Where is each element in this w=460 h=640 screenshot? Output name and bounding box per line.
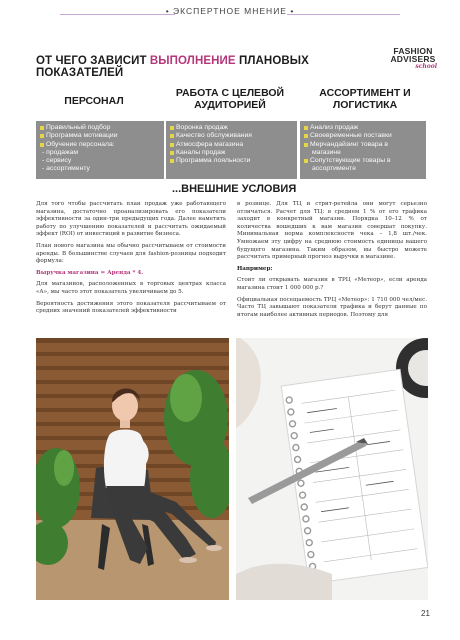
paragraph: Стоит ли открывать магазин в ТРЦ «Метеор», если аренда магазина стоит 1 000 000 р.? <box>237 277 427 291</box>
list-item <box>40 165 160 173</box>
list-item <box>304 141 422 149</box>
list-item-text: Обучение персонала: <box>46 140 115 148</box>
column-title-assortment: АССОРТИМЕНТ И ЛОГИСТИКА <box>319 87 411 111</box>
logo-line-1: FASHION <box>393 46 433 56</box>
example-title: Например: <box>237 265 273 272</box>
list-item <box>304 165 422 173</box>
bullet-icon <box>170 134 174 138</box>
list-item-text: Своевременные поставки <box>310 132 392 140</box>
list-item <box>40 141 160 149</box>
list-item <box>304 124 422 132</box>
bullet-icon <box>170 126 174 130</box>
headline-part-2: ПЛАНОВЫХ ПОКАЗАТЕЛЕЙ <box>36 55 309 79</box>
article-column-left <box>36 201 226 320</box>
list-item <box>170 157 293 165</box>
bullet-icon <box>170 151 174 155</box>
list-item-text: Сопутствующие товары в <box>310 157 391 165</box>
audience-list <box>166 121 297 179</box>
section-label: • ЭКСПЕРТНОЕ МНЕНИЕ • <box>165 6 295 16</box>
list-item <box>40 149 160 157</box>
list-item <box>40 124 160 132</box>
list-item <box>304 149 422 157</box>
fashion-advisers-logo <box>383 47 443 71</box>
list-item <box>170 132 293 140</box>
paragraph: План нового магазина мы обычно рассчитываем от стоимости аренды. В большинстве случаев для fashion-розницы подходит формула: <box>36 242 226 265</box>
paragraph: Вероятность достижения этого показателя рассчитываем от средних значений показателей эффективности <box>36 300 226 315</box>
bullet-icon <box>170 143 174 147</box>
list-item <box>170 149 293 157</box>
paragraph: Для того чтобы рассчитать план продаж уже работающего магазина, достаточно проанализировать его показатели эффективности за один-три предыдущих года. Далее наметить работу по улучшению показателей и рассчитать ожидаемый эффект (ROI) от инвестиций в развитие бизнеса. <box>36 201 226 238</box>
external-conditions-heading: ...ВНЕШНИЕ УСЛОВИЯ <box>172 183 297 195</box>
list-item-text: Качество обслуживания <box>176 132 252 140</box>
list-item-text: Каналы продаж <box>176 148 226 156</box>
list-item <box>170 141 293 149</box>
list-item-text: Мерчандайзинг товара в <box>310 140 388 148</box>
list-item-text: Анализ продаж <box>310 124 359 131</box>
page-number: 21 <box>421 609 430 618</box>
bullet-icon <box>304 126 308 130</box>
paragraph: Официальная посещаемость ТРЦ «Метеор»: 1 710 000 чел/мес. Часто ТЦ завышают показатели трафика и берут данные по итогам наиболее активных периодов. Поэтому для <box>237 296 427 318</box>
paragraph: Для магазинов, расположенных в торговых центрах класса «А», мы часто этот показатель увеличиваем до 5. <box>36 281 226 295</box>
column-title-audience: РАБОТА С ЦЕЛЕВОЙ АУДИТОРИЕЙ <box>175 87 285 111</box>
list-item-text: ассортименте <box>312 165 356 173</box>
list-item-text: Правильный подбор <box>46 124 111 131</box>
article-column-right <box>237 201 427 323</box>
list-item-text: Воронка продаж <box>176 124 228 131</box>
list-item-text: Программа мотивации <box>46 132 118 140</box>
formula: Выручка магазина = Аренда * 4. <box>36 269 144 276</box>
bullet-icon <box>40 126 44 130</box>
list-item-text: Программа лояльности <box>176 157 251 165</box>
list-item <box>40 132 160 140</box>
planner-illustration <box>236 338 428 600</box>
bullet-icon <box>304 159 308 163</box>
bullet-icon <box>40 134 44 138</box>
bullet-icon <box>170 159 174 163</box>
logo-line-2: ADVISERS <box>390 54 436 64</box>
bullet-icon <box>304 134 308 138</box>
list-item <box>304 157 422 165</box>
column-title-staff: ПЕРСОНАЛ <box>64 95 124 107</box>
portrait-illustration <box>36 338 229 600</box>
page-headline <box>36 55 376 79</box>
headline-part-1: ОТ ЧЕГО ЗАВИСИТ <box>36 55 150 67</box>
expert-portrait-photo <box>36 338 229 600</box>
list-item <box>304 132 422 140</box>
list-item-text: магазине <box>312 148 341 156</box>
list-item-text: - сервису <box>42 157 72 165</box>
list-item <box>40 157 160 165</box>
headline-highlight: ВЫПОЛНЕНИЕ <box>149 55 236 67</box>
list-item-text: Атмосфера магазина <box>176 140 244 148</box>
header-rule <box>0 4 460 18</box>
bullet-icon <box>304 143 308 147</box>
logo-line-3: school <box>415 63 437 70</box>
bullet-icon <box>40 143 44 147</box>
paragraph: в рознице. Для ТЦ и стрит-ретейла они могут серьезно отличаться. Расчет для ТЦ: в среднем 1 % от его трафика заходит в конкретный магазин. Порядка 10–12 % от количества вошедших к вам магазин совершат покупку. Минимальная норма комплексности чека – 1,8 шт./чек. Умножаем эту цифру на среднюю стоимость единицы вашего будущего магазина. Таким образом, вы быстро можете рассчитать примерный прогноз выручки в магазине. <box>237 201 427 261</box>
planner-notebook-photo <box>236 338 428 600</box>
list-item-text: - ассортименту <box>42 165 90 173</box>
list-item-text: - продажам <box>42 148 78 156</box>
assortment-list <box>300 121 426 179</box>
staff-list <box>36 121 164 179</box>
